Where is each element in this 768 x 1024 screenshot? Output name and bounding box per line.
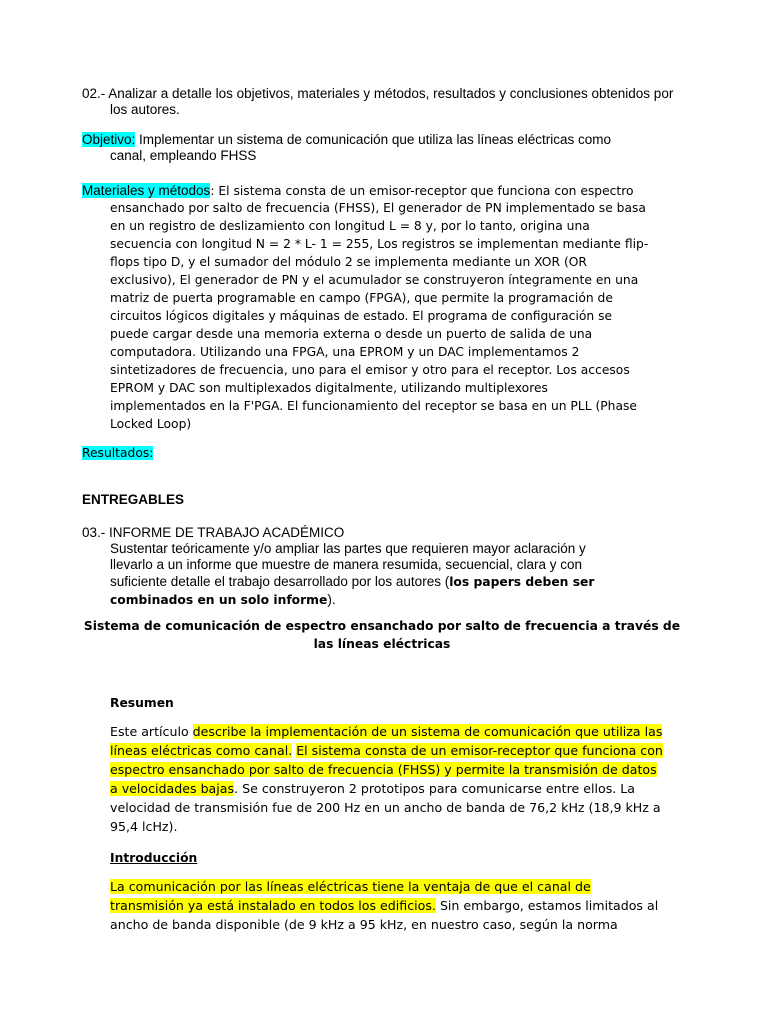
item-03-title: 03.- INFORME DE TRABAJO ACADÉMICO — [82, 525, 345, 540]
materiales-line: flops tipo D, y el sumador del módulo 2 se implementa mediante un XOR (OR — [110, 255, 587, 269]
entregables-heading: ENTREGABLES — [82, 492, 185, 507]
item-03-paragraph — [82, 525, 682, 609]
objetivo-paragraph — [82, 132, 682, 164]
resumen-paragraph — [110, 722, 670, 836]
item-02-text: 02.- Analizar a detalle los objetivos, materiales y métodos, resultados y conclusiones obtenidos por los autores. — [82, 86, 674, 117]
resultados-label: Resultados: — [82, 446, 154, 460]
materiales-line: sintetizadores de frecuencia, uno para el emisor y otro para el receptor. Los accesos — [110, 363, 630, 377]
resultados-paragraph — [82, 444, 682, 462]
introduccion-text: ancho de banda disponible (de 9 kHz a 95 kHz, en nuestro caso, según la norma — [110, 917, 618, 932]
resumen-heading: Resumen — [110, 696, 174, 710]
introduccion-highlight: transmisión ya está instalado en todos los edificios. — [110, 898, 436, 913]
resumen-highlight: a velocidades bajas — [110, 781, 235, 796]
materiales-line: implementados en la F'PGA. El funcionamiento del receptor se basa en un PLL (Phase — [110, 399, 637, 413]
materiales-line: circuitos lógicos digitales y máquinas de estado. El programa de configuración se — [110, 309, 613, 323]
paper-title-line-2: las líneas eléctricas — [313, 637, 451, 651]
materiales-line: EPROM y DAC son multiplexados digitalmente, utilizando multiplexores — [110, 381, 548, 395]
resumen-text: . Se construyeron 2 prototipos para comunicarse entre ellos. La — [234, 781, 636, 796]
materiales-line: puede cargar desde una memoria externa o desde un puerto de salida de una — [110, 327, 593, 341]
item-03-line-4: ). — [327, 592, 336, 607]
item-03-line-2: llevarlo a un informe que muestre de manera resumida, secuencial, clara y con — [110, 557, 582, 572]
resumen-highlight: El sistema consta de un emisor-receptor que funciona con — [296, 743, 663, 758]
materiales-line: secuencia con longitud N = 2 * L- 1 = 255, Los registros se implementan mediante flip- — [110, 237, 649, 251]
item-03-line-1: Sustentar teóricamente y/o ampliar las partes que requieren mayor aclaración y — [110, 541, 586, 556]
objetivo-label: Objetivo: — [82, 132, 136, 147]
materiales-line: : El sistema consta de un emisor-receptor que funciona con espectro — [210, 184, 634, 198]
introduccion-highlight: La comunicación por las líneas eléctricas tiene la ventaja de que el canal de — [110, 879, 591, 894]
item-03-line-3: suficiente detalle el trabajo desarrollado por los autores ( — [110, 574, 450, 589]
introduccion-paragraph — [110, 877, 670, 934]
paper-title — [82, 617, 682, 653]
materiales-line: matriz de puerta programable en campo (FPGA), que permite la programación de — [110, 291, 613, 305]
resumen-highlight: describe la implementación de un sistema de comunicación que utiliza las — [192, 724, 663, 739]
paper-title-line-1: Sistema de comunicación de espectro ensanchado por salto de frecuencia a través de — [83, 619, 681, 633]
introduccion-heading: Introducción — [110, 851, 198, 865]
objetivo-line-1: Implementar un sistema de comunicación que utiliza las líneas eléctricas como — [135, 132, 612, 147]
materiales-label: Materiales y métodos — [82, 183, 211, 198]
materiales-paragraph — [82, 180, 682, 433]
resumen-highlight: líneas eléctricas como canal. — [110, 743, 293, 758]
resumen-highlight: espectro ensanchado por salto de frecuencia (FHSS) y permite la transmisión de datos — [110, 762, 657, 777]
materiales-line: ensanchado por salto de frecuencia (FHSS), El generador de PN implementado se basa — [110, 201, 646, 215]
materiales-line: Locked Loop) — [110, 417, 192, 431]
resumen-text: Este artículo — [110, 724, 193, 739]
item-02-paragraph — [82, 86, 682, 118]
item-03-line-3-bold: los papers deben ser — [449, 575, 595, 589]
materiales-line: en un registro de deslizamiento con longitud L = 8 y, por lo tanto, origina una — [110, 219, 590, 233]
materiales-line: computadora. Utilizando una FPGA, una EPROM y un DAC implementamos 2 — [110, 345, 580, 359]
introduccion-text: Sin embargo, estamos limitados al — [435, 898, 659, 913]
item-03-line-4-bold: combinados en un solo informe — [110, 593, 328, 607]
materiales-line: exclusivo), El generador de PN y el acumulador se construyeron íntegramente en una — [110, 273, 639, 287]
objetivo-line-2: canal, empleando FHSS — [110, 148, 257, 163]
resumen-text: velocidad de transmisión fue de 200 Hz en un ancho de banda de 76,2 kHz (18,9 kHz a — [110, 800, 661, 815]
resumen-text: 95,4 lcHz). — [110, 819, 178, 834]
